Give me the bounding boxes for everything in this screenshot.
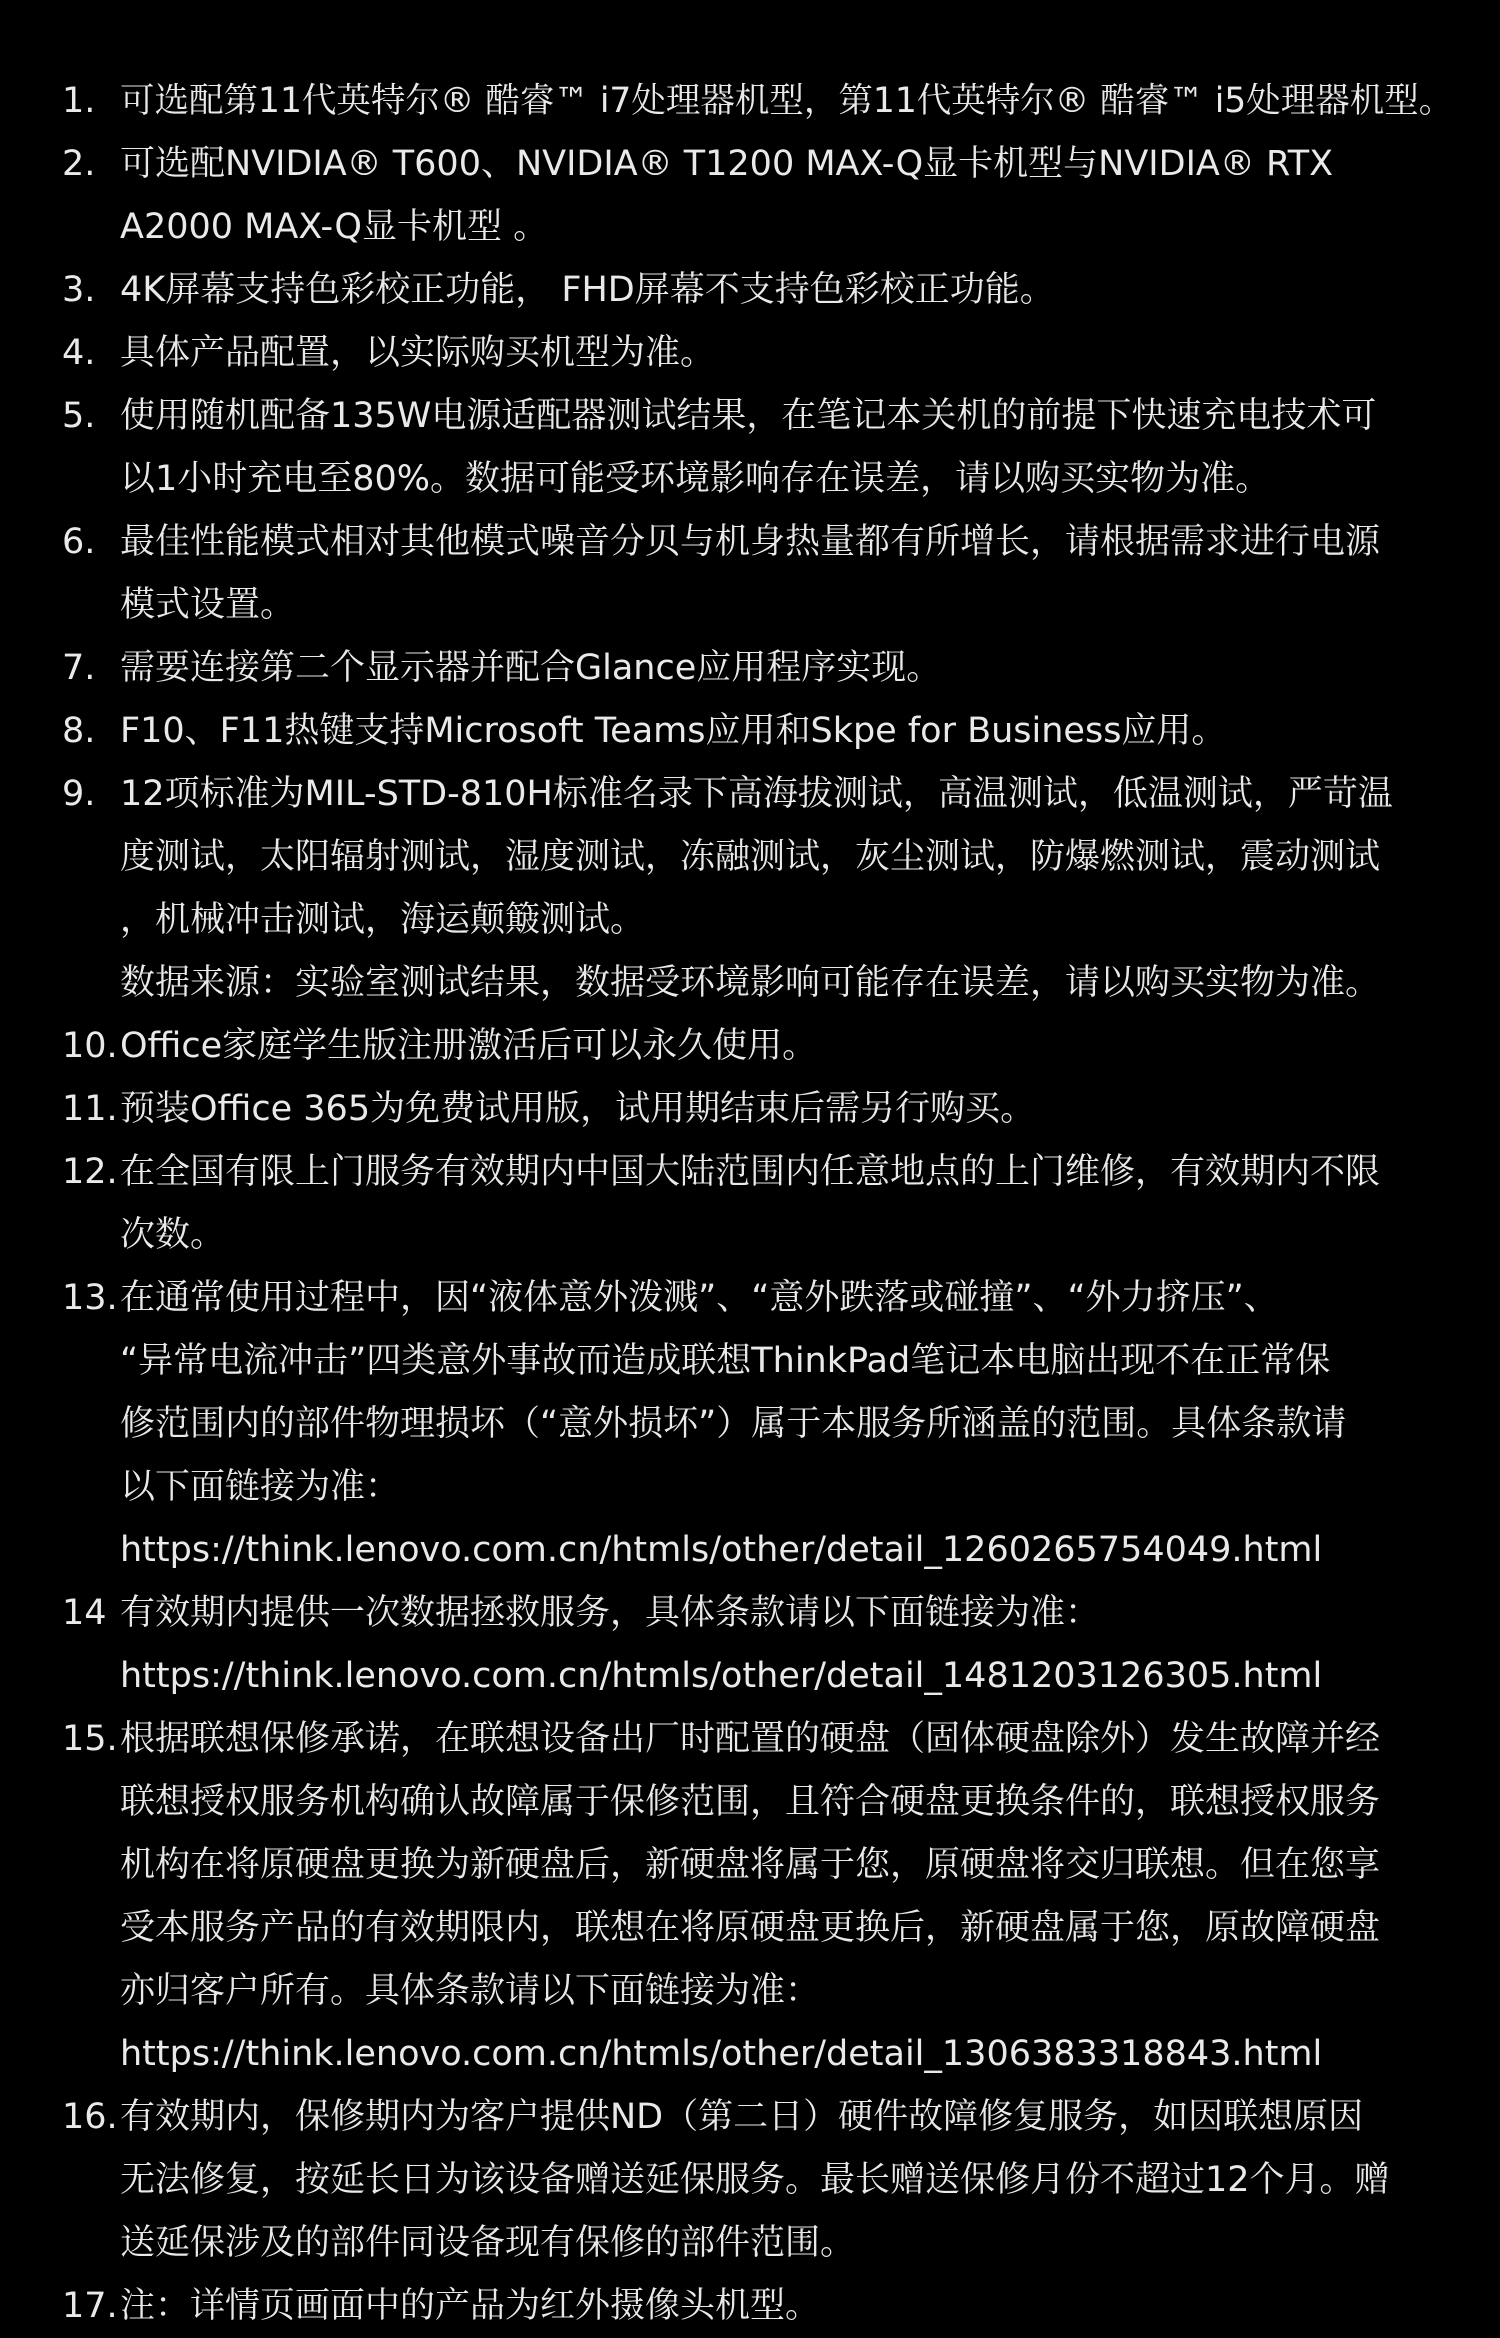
footnote-item [62,763,1472,1015]
footnote-line: “异常电流冲击”四类意外事故而造成联想ThinkPad笔记本电脑出现不在正常保 [120,1341,1331,1381]
footnote-item [62,133,1472,259]
footnote-link[interactable]: https://think.lenovo.com.cn/htmls/other/detail_1306383318843.html [120,2034,1323,2074]
footnote-line: 以1小时充电至80%。数据可能受环境影响存在误差，请以购买实物为准。 [120,459,1271,499]
footnote-text [120,2275,1472,2338]
footnote-item [62,1708,1472,2086]
footnote-number: 12. [62,1152,118,1192]
footnote-number: 6. [62,522,96,562]
footnote-link[interactable]: https://think.lenovo.com.cn/htmls/other/detail_1481203126305.html [120,1656,1323,1696]
footnote-line: A2000 MAX-Q显卡机型 。 [120,207,549,247]
footnote-number: 13. [62,1278,118,1318]
footnote-line: 可选配NVIDIA® T600、NVIDIA® T1200 MAX-Q显卡机型与NVIDIA® RTX [120,144,1334,184]
footnote-number: 5. [62,396,96,436]
footnote-number: 14 [62,1593,107,1633]
footnote-line: 在全国有限上门服务有效期内中国大陆范围内任意地点的上门维修，有效期内不限 [120,1152,1381,1192]
footnote-number: 15. [62,1719,118,1759]
footnote-text [120,385,1472,511]
footnote-line: 以下面链接为准： [120,1467,401,1507]
footnote-line: 有效期内，保修期内为客户提供ND（第二日）硬件故障修复服务，如因联想原因 [120,2097,1364,2137]
footnote-line: 可选配第11代英特尔® 酷睿™ i7处理器机型，第11代英特尔® 酷睿™ i5处理器机型。 [120,81,1454,121]
footnote-item [62,1141,1472,1267]
footnote-number: 9. [62,774,96,814]
footnote-text [120,259,1472,322]
footnote-line: 送延保涉及的部件同设备现有保修的部件范围。 [120,2223,856,2263]
footnote-line: F10、F11热键支持Microsoft Teams应用和Skpe for Business应用。 [120,711,1227,751]
footnote-number: 7. [62,648,96,688]
footnote-text [120,1582,1472,1708]
footnote-text [120,1267,1472,1582]
footnote-text [120,2086,1472,2275]
footnote-item [62,700,1472,763]
footnote-item [62,637,1472,700]
footnote-item [62,511,1472,637]
footnote-number: 16. [62,2097,118,2137]
footnote-item [62,1267,1472,1582]
footnote-text [120,700,1472,763]
footnote-line: 最佳性能模式相对其他模式噪音分贝与机身热量都有所增长，请根据需求进行电源 [120,522,1381,562]
footnote-line: 需要连接第二个显示器并配合Glance应用程序实现。 [120,648,942,688]
footnote-line: 在通常使用过程中，因“液体意外泼溅”、“意外跌落或碰撞”、“外力挤压”、 [120,1278,1279,1318]
footnote-text [120,70,1472,133]
footnote-line: 12项标准为MIL-STD-810H标准名录下高海拔测试，高温测试，低温测试，严苛温 [120,774,1393,814]
footnote-line: 度测试，太阳辐射测试，湿度测试，冻融测试，灰尘测试，防爆燃测试，震动测试 [120,837,1381,877]
footnote-line: Office家庭学生版注册激活后可以永久使用。 [120,1026,818,1066]
footnote-number: 4. [62,333,96,373]
footnote-line: 模式设置。 [120,585,296,625]
footnote-line: 使用随机配备135W电源适配器测试结果，在笔记本关机的前提下快速充电技术可 [120,396,1377,436]
footnote-item [62,1582,1472,1708]
footnote-line: 数据来源：实验室测试结果，数据受环境影响可能存在误差，请以购买实物为准。 [120,963,1381,1003]
footnote-line: 预装Office 365为免费试用版，试用期结束后需另行购买。 [120,1089,1036,1129]
footnote-line: 根据联想保修承诺，在联想设备出厂时配置的硬盘（固体硬盘除外）发生故障并经 [120,1719,1381,1759]
footnote-line: 4K屏幕支持色彩校正功能， FHD屏幕不支持色彩校正功能。 [120,270,1055,310]
footnote-number: 17. [62,2286,118,2326]
footnote-text [120,1015,1472,1078]
footnote-number: 3. [62,270,96,310]
footnote-line: 注：详情页画面中的产品为红外摄像头机型。 [120,2286,821,2326]
footnote-number: 8. [62,711,96,751]
footnote-text [120,1078,1472,1141]
footnote-text [120,322,1472,385]
footnote-item [62,322,1472,385]
footnote-line: 无法修复，按延长日为该设备赠送延保服务。最长赠送保修月份不超过12个月。赠 [120,2160,1390,2200]
footnote-text [120,763,1472,1015]
footnote-line: 修范围内的部件物理损坏（“意外损坏”）属于本服务所涵盖的范围。具体条款请 [120,1404,1347,1444]
footnote-line: 次数。 [120,1215,226,1255]
footnote-number: 1. [62,81,96,121]
footnote-item [62,2086,1472,2275]
footnote-line: 联想授权服务机构确认故障属于保修范围，且符合硬盘更换条件的，联想授权服务 [120,1782,1381,1822]
footnote-line: 具体产品配置，以实际购买机型为准。 [120,333,716,373]
footnote-text [120,511,1472,637]
footnote-item [62,1015,1472,1078]
footnote-number: 10. [62,1026,118,1066]
footnote-number: 11. [62,1089,118,1129]
footnote-text [120,133,1472,259]
footnote-line: ，机械冲击测试，海运颠簸测试。 [120,900,646,940]
footnote-line: 有效期内提供一次数据拯救服务，具体条款请以下面链接为准： [120,1593,1101,1633]
footnote-list [62,70,1472,2338]
footnote-item [62,385,1472,511]
footnote-line: 机构在将原硬盘更换为新硬盘后，新硬盘将属于您，原硬盘将交归联想。但在您享 [120,1845,1381,1885]
footnote-link[interactable]: https://think.lenovo.com.cn/htmls/other/detail_1260265754049.html [120,1530,1323,1570]
footnote-item [62,1078,1472,1141]
footnote-item [62,259,1472,322]
footnote-line: 受本服务产品的有效期限内，联想在将原硬盘更换后，新硬盘属于您，原故障硬盘 [120,1908,1381,1948]
footnote-line: 亦归客户所有。具体条款请以下面链接为准： [120,1971,821,2011]
footnote-text [120,637,1472,700]
footnote-item [62,2275,1472,2338]
footnote-text [120,1141,1472,1267]
footnote-number: 2. [62,144,96,184]
footnote-item [62,70,1472,133]
footnote-text [120,1708,1472,2086]
